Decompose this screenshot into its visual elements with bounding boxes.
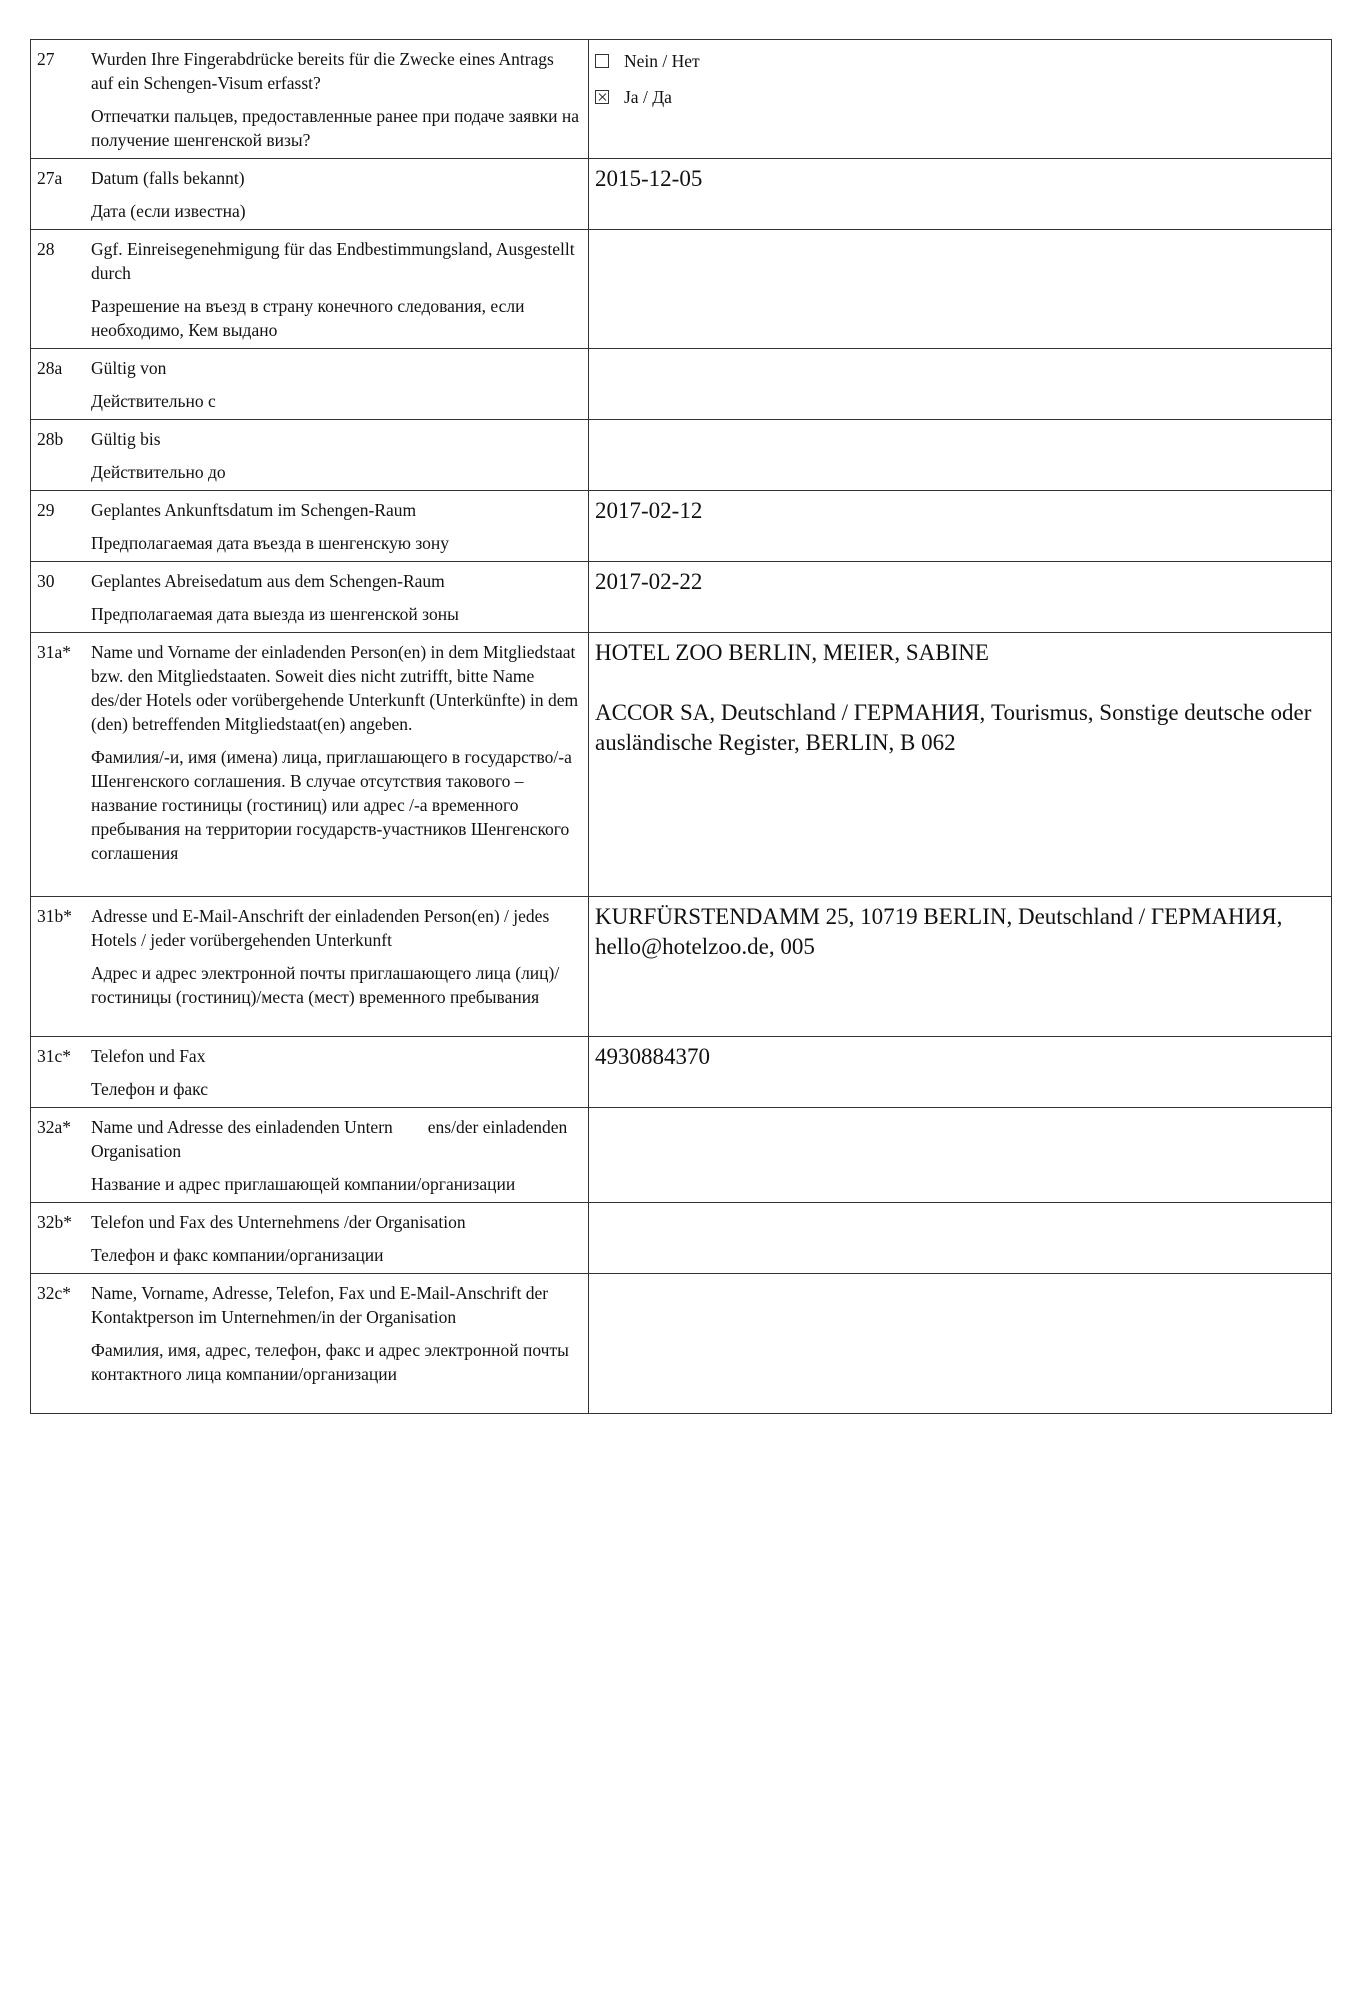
- label-russian: Фамилия, имя, адрес, телефон, факс и адрес электронной почты контактного лица компании/организации: [91, 1340, 569, 1384]
- field-label: [85, 230, 589, 349]
- field-label: [85, 897, 589, 1037]
- answer-line-2: ACCOR SA, Deutschland / ГЕРМАНИЯ, Tourismus, Sonstige deutsche oder ausländische Register, BERLIN, B 062: [595, 700, 1312, 755]
- field-number: 28b: [31, 420, 86, 491]
- form-row-32a: [31, 1108, 1332, 1203]
- label-german: Geplantes Abreisedatum aus dem Schengen-Raum: [91, 571, 445, 591]
- form-row-32c: [31, 1274, 1332, 1414]
- answer-text: KURFÜRSTENDAMM 25, 10719 BERLIN, Deutschland / ГЕРМАНИЯ, hello@hotelzoo.de, 005: [595, 904, 1283, 959]
- label-german: Geplantes Ankunftsdatum im Schengen-Raum: [91, 500, 417, 520]
- field-number: 31b*: [31, 897, 86, 1037]
- label-russian: Разрешение на въезд в страну конечного следования, если необходимо, Кем выдано: [91, 296, 525, 340]
- label-german: Name und Vorname der einladenden Person(en) in dem Mitgliedstaat bzw. den Mitgliedstaaten. Soweit dies nicht zutrifft, bitte Name des/der Hotels oder vorübergehende Unterkunft (Unterkünfte) in dem (den) betreffenden Mitgliedstaat(en) angeben.: [91, 642, 579, 734]
- label-german: Ggf. Einreisegenehmigung für das Endbestimmungsland, Ausgestellt durch: [91, 239, 575, 283]
- field-number: 28a: [31, 349, 86, 420]
- field-number: 27: [31, 40, 86, 159]
- label-russian: Действительно с: [91, 391, 216, 411]
- departure-date-value[interactable]: [589, 562, 1332, 633]
- field-label: [85, 1203, 589, 1274]
- field-number: 32c*: [31, 1274, 86, 1414]
- label-russian: Название и адрес приглашающей компании/организации: [91, 1174, 516, 1194]
- label-german: Gültig von: [91, 358, 167, 378]
- entry-permit-value[interactable]: [589, 230, 1332, 349]
- field-label: [85, 562, 589, 633]
- visa-form-table: [30, 39, 1332, 1414]
- phone-fax-value[interactable]: [589, 1037, 1332, 1108]
- answer-line-1: HOTEL ZOO BERLIN, MEIER, SABINE: [595, 640, 989, 665]
- valid-from-value[interactable]: [589, 349, 1332, 420]
- field-label: [85, 420, 589, 491]
- form-row-27: [31, 40, 1332, 159]
- field-label: [85, 1274, 589, 1414]
- field-label: [85, 1037, 589, 1108]
- field-label: [85, 349, 589, 420]
- checkbox-yes-checked[interactable]: [595, 90, 609, 104]
- form-row-28a: [31, 349, 1332, 420]
- valid-until-value[interactable]: [589, 420, 1332, 491]
- field-label: [85, 159, 589, 230]
- label-german: Name und Adresse des einladenden Untern ens/der einladenden Organisation: [91, 1117, 572, 1161]
- label-german: Telefon und Fax des Unternehmens /der Organisation: [91, 1212, 466, 1232]
- form-row-31a: [31, 633, 1332, 897]
- company-name-address-value[interactable]: [589, 1108, 1332, 1203]
- form-row-31c: [31, 1037, 1332, 1108]
- label-russian: Отпечатки пальцев, предоставленные ранее при подаче заявки на получение шенгенской визы?: [91, 106, 579, 150]
- company-phone-value[interactable]: [589, 1203, 1332, 1274]
- field-number: 28: [31, 230, 86, 349]
- label-german: Telefon und Fax: [91, 1046, 206, 1066]
- answer-text: 2017-02-12: [595, 498, 703, 523]
- field-number: 31c*: [31, 1037, 86, 1108]
- option-yes[interactable]: [595, 85, 1325, 109]
- label-german: Wurden Ihre Fingerabdrücke bereits für die Zwecke eines Antrags auf ein Schengen-Visum erfasst?: [91, 49, 559, 93]
- option-no-label: Nein / Нет: [624, 51, 700, 71]
- label-russian: Телефон и факс компании/организации: [91, 1245, 384, 1265]
- form-row-28b: [31, 420, 1332, 491]
- option-no[interactable]: [595, 49, 1325, 73]
- fingerprint-date-value[interactable]: [589, 159, 1332, 230]
- form-row-30: [31, 562, 1332, 633]
- form-row-27a: [31, 159, 1332, 230]
- arrival-date-value[interactable]: [589, 491, 1332, 562]
- answer-text: 4930884370: [595, 1044, 710, 1069]
- label-german: Gültig bis: [91, 429, 161, 449]
- field-number: 32a*: [31, 1108, 86, 1203]
- label-german: Datum (falls bekannt): [91, 168, 245, 188]
- field-number: 29: [31, 491, 86, 562]
- field-label: [85, 633, 589, 897]
- field-label: [85, 1108, 589, 1203]
- label-russian: Фамилия/-и, имя (имена) лица, приглашающего в государство/-а Шенгенского соглашения. В случае отсутствия такового – название гостиницы (гостиниц) или адрес /-а временного пребывания на территории государств-участников Шенгенского соглашения: [91, 747, 572, 863]
- inviting-address-value[interactable]: [589, 897, 1332, 1037]
- form-row-29: [31, 491, 1332, 562]
- label-german: Name, Vorname, Adresse, Telefon, Fax und E-Mail-Anschrift der Kontaktperson im Unternehmen/in der Organisation: [91, 1283, 549, 1327]
- label-russian: Действительно до: [91, 462, 226, 482]
- inviting-person-value[interactable]: [589, 633, 1332, 897]
- form-row-32b: [31, 1203, 1332, 1274]
- field-number: 27a: [31, 159, 86, 230]
- option-yes-label: Ja / Да: [624, 87, 672, 107]
- field-number: 32b*: [31, 1203, 86, 1274]
- label-russian: Предполагаемая дата въезда в шенгенскую зону: [91, 533, 450, 553]
- label-german: Adresse und E-Mail-Anschrift der einladenden Person(en) / jedes Hotels / jeder vorübergehenden Unterkunft: [91, 906, 550, 950]
- contact-person-value[interactable]: [589, 1274, 1332, 1414]
- answer-text: 2017-02-22: [595, 569, 703, 594]
- answer-text: 2015-12-05: [595, 166, 703, 191]
- field-number: 31a*: [31, 633, 86, 897]
- label-russian: Предполагаемая дата выезда из шенгенской зоны: [91, 604, 459, 624]
- fingerprints-answer: [589, 40, 1332, 159]
- field-label: [85, 40, 589, 159]
- label-russian: Дата (если известна): [91, 201, 246, 221]
- form-row-31b: [31, 897, 1332, 1037]
- label-russian: Телефон и факс: [91, 1079, 209, 1099]
- label-russian: Адрес и адрес электронной почты приглашающего лица (лиц)/гостиницы (гостиниц)/места (мест) временного пребывания: [91, 963, 560, 1007]
- field-label: [85, 491, 589, 562]
- form-row-28: [31, 230, 1332, 349]
- field-number: 30: [31, 562, 86, 633]
- checkbox-no[interactable]: [595, 54, 609, 68]
